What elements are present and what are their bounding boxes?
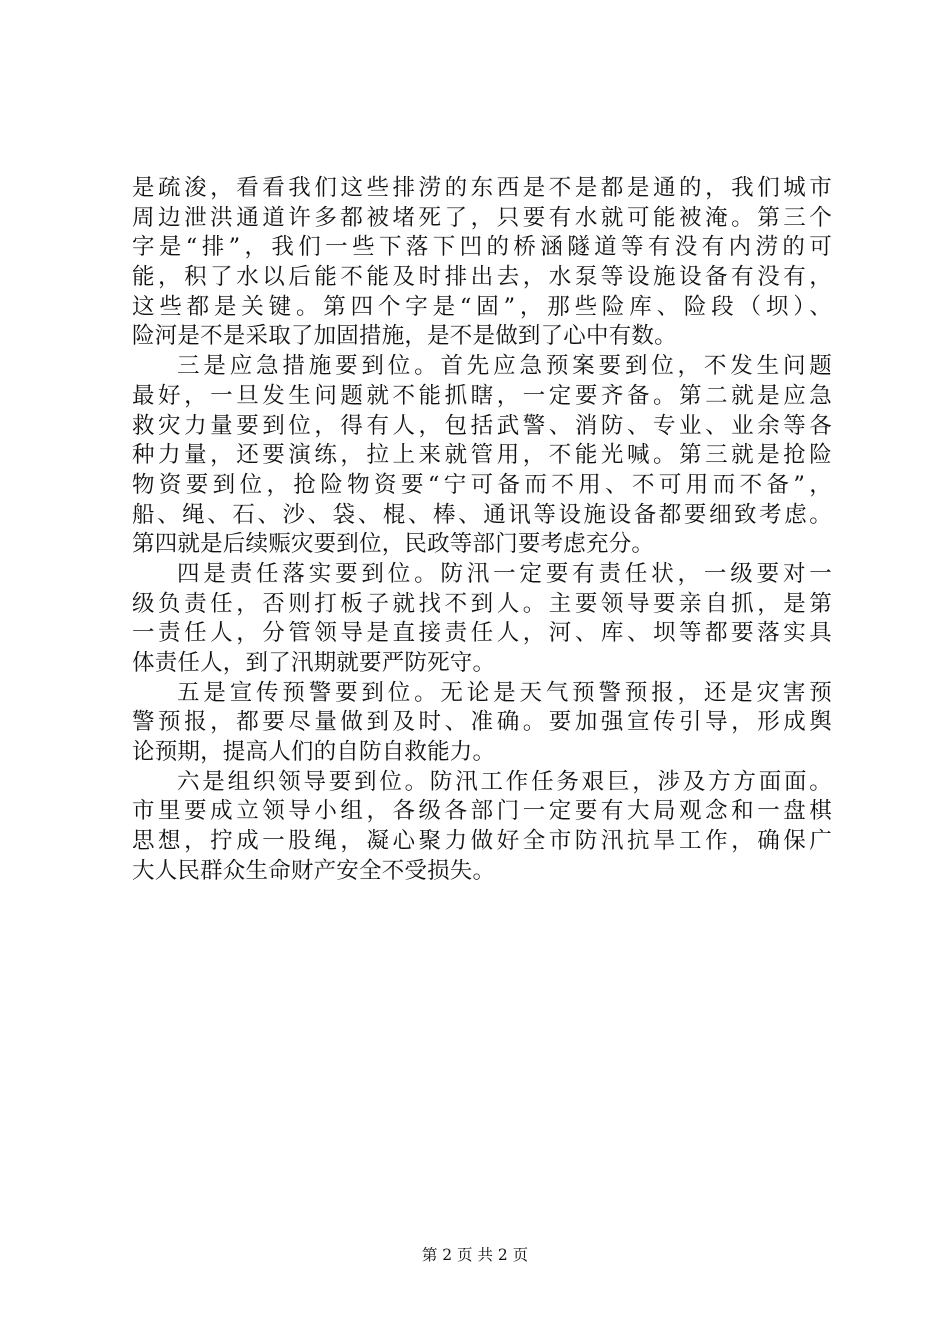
text-line: 级负责任，否则打板子就找不到人。主要领导要亲自抓，是第 (132, 590, 832, 617)
text-line: 六是组织领导要到位。防汛工作任务艰巨，涉及方方面面。 (177, 768, 832, 795)
paragraph-emergency-measures (132, 352, 832, 560)
text-line: 体责任人，到了汛期就要严防死守。 (132, 650, 496, 676)
text-line: 这些都是关键。第四个字是“固”，那些险库、险段（坝）、 (132, 293, 832, 320)
text-line: 三是应急措施要到位。首先应急预案要到位，不发生问题 (177, 353, 832, 380)
paragraph-publicity-warning (132, 679, 832, 768)
text-line: 论预期，提高人们的自防自救能力。 (132, 739, 496, 766)
text-line: 能，积了水以后能不能及时排出去，水泵等设施设备有没有， (132, 264, 832, 291)
paragraph-flood-measures-continued (132, 174, 832, 352)
paragraph-responsibility (132, 560, 832, 679)
text-line: 救灾力量要到位，得有人，包括武警、消防、专业、业余等各 (132, 412, 832, 439)
text-line: 市里要成立领导小组，各级各部门一定要有大局观念和一盘棋 (132, 798, 832, 825)
text-line: 物资要到位，抢险物资要“宁可备而不用、不可用而不备”， (132, 471, 832, 498)
text-line: 船、绳、石、沙、袋、棍、棒、通讯等设施设备都要细致考虑。 (132, 501, 832, 528)
text-line: 警预报，都要尽量做到及时、准确。要加强宣传引导，形成舆 (132, 709, 832, 736)
page-number-footer: 第 2 页 共 2 页 (421, 1246, 529, 1264)
text-line: 四是责任落实要到位。防汛一定要有责任状，一级要对一 (177, 560, 832, 587)
text-line: 字是“排”，我们一些下落下凹的桥涵隧道等有没有内涝的可 (132, 234, 832, 261)
text-line: 周边泄洪通道许多都被堵死了，只要有水就可能被淹。第三个 (132, 204, 832, 231)
document-body (132, 174, 832, 887)
text-line: 最好，一旦发生问题就不能抓瞎，一定要齐备。第二就是应急 (132, 382, 832, 409)
text-line: 种力量，还要演练，拉上来就管用，不能光喊。第三就是抢险 (132, 442, 832, 469)
text-line: 是疏浚，看看我们这些排涝的东西是不是都是通的，我们城市 (132, 175, 832, 201)
paragraph-leadership (132, 768, 832, 887)
text-line: 险河是不是采取了加固措施，是不是做到了心中有数。 (132, 323, 677, 350)
text-line: 思想，拧成一股绳，凝心聚力做好全市防汛抗旱工作，确保广 (132, 828, 832, 855)
text-line: 五是宣传预警要到位。无论是天气预警预报，还是灾害预 (177, 679, 832, 706)
text-line: 大人民群众生命财产安全不受损失。 (132, 857, 496, 884)
text-line: 第四就是后续赈灾要到位，民政等部门要考虑充分。 (132, 531, 655, 558)
text-line: 一责任人，分管领导是直接责任人，河、库、坝等都要落实具 (132, 620, 832, 647)
